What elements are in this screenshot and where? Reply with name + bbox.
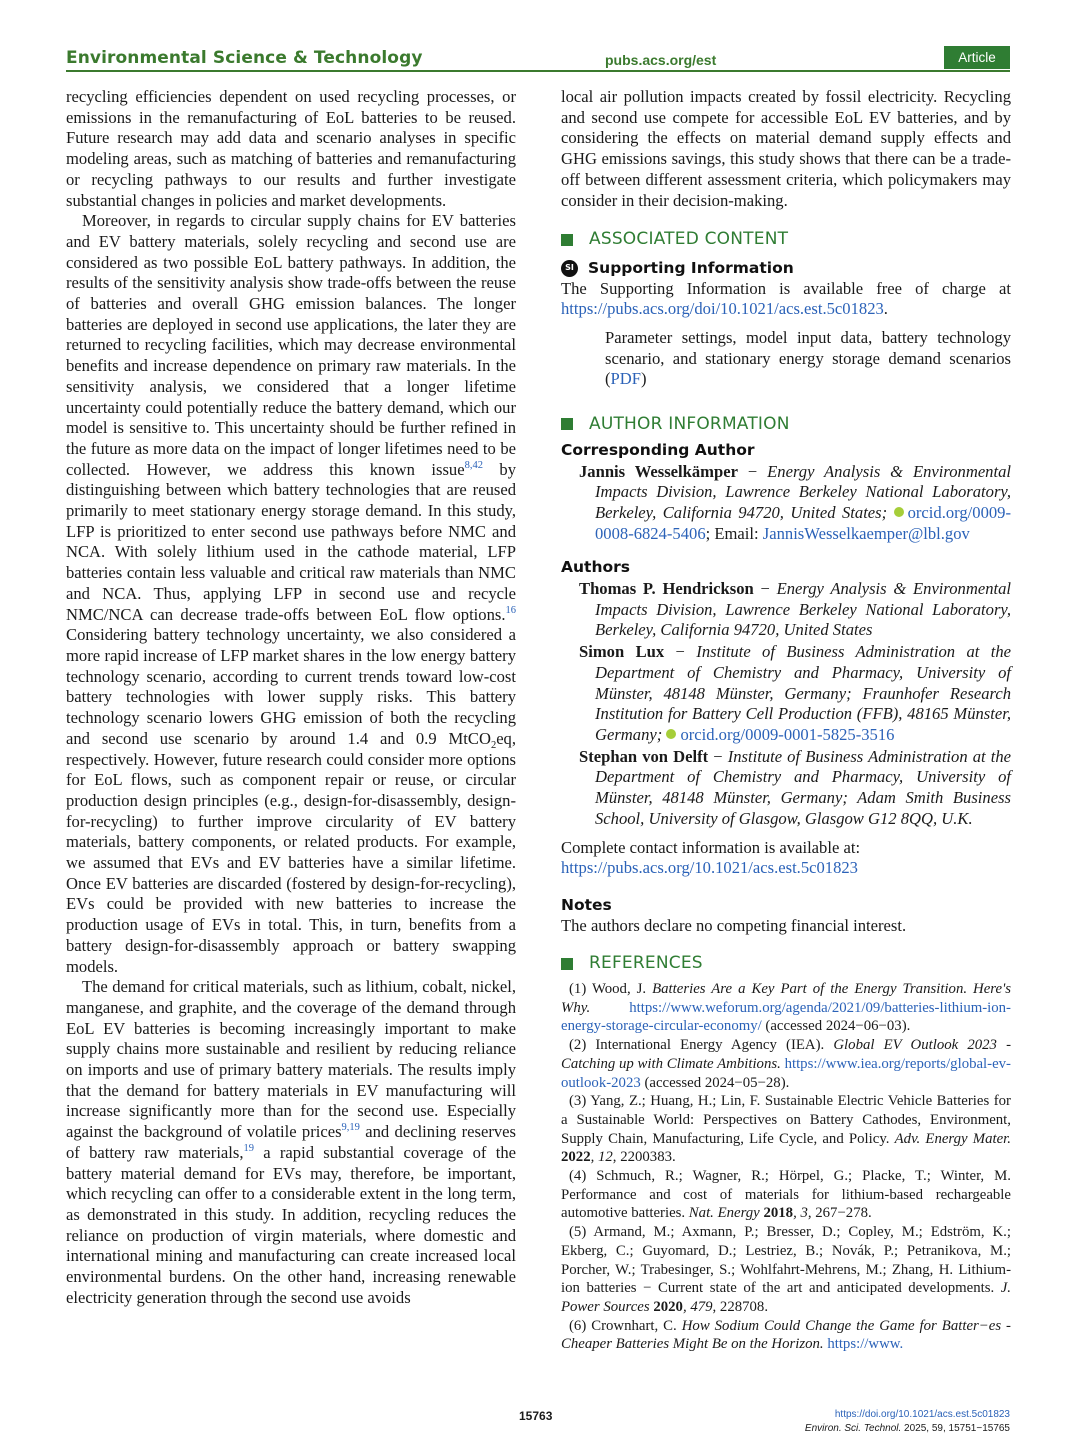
contact-info-text: Complete contact information is available at: <box>561 837 861 857</box>
ref-pages: , 228708. <box>712 1298 769 1315</box>
references-heading <box>561 953 1011 974</box>
authors-heading: Authors <box>561 558 630 577</box>
author-affiliation: Energy Analysis & Environmental Impacts Division, Lawrence Berkeley National Laboratory, Berkeley, California 94720, United States; <box>595 461 1011 522</box>
text-run: (accessed 2024−05−28). <box>640 1074 790 1091</box>
supporting-info-text <box>561 279 1011 320</box>
left-paragraph-3 <box>66 977 516 1308</box>
ref-journal: Nat. Energy <box>688 1205 760 1222</box>
orcid-link[interactable]: orcid.org/0009-0008-6824-5406 <box>595 502 1011 543</box>
ref-year: 2018 <box>759 1205 794 1222</box>
pdf-link[interactable]: PDF <box>610 369 641 389</box>
text-run: Parameter settings, model input data, battery technology scenario, and stationary energy storage demand scenarios ( <box>605 328 1011 389</box>
reference-item <box>561 1092 1011 1167</box>
reference-list <box>561 980 1011 1354</box>
text-run: eq, respectively. However, future research could consider more options for EoL flows, such as component repair or reuse, or circular production design principles (e.g., design-for-disassembly, design-for-recycling) to further improve circularity of EV battery materials, battery components, or related products. For example, we assumed that EVs and EV batteries have a similar lifetime. Once EV batteries are discarded (fostered by design-for-recycling), EVs could be provided with new batteries to increase the production usage of EVs in total. This, in turn, benefits from a battery design-for-disassembly approach or battery swapping models. <box>66 728 516 976</box>
citation-details: 2025, 59, 15751−15765 <box>901 1423 1010 1434</box>
author-1 <box>561 579 1011 641</box>
contact-info-link-line <box>561 858 1011 879</box>
citation-sup[interactable]: 8,42 <box>464 459 483 471</box>
page-header <box>66 46 1010 72</box>
text-run: and declining reserves of battery raw materials, <box>66 1122 516 1162</box>
reference-item <box>561 1167 1011 1223</box>
text-run: (3) Yang, Z.; Huang, H.; Lin, F. Sustainable Electric Vehicle Batteries for a Sustainable World: Perspectives on Battery Cathodes, Environment, Supply Chain, Manufacturing, Life Cycle, and Policy. <box>561 1093 1011 1147</box>
supporting-info-link[interactable]: https://pubs.acs.org/doi/10.1021/acs.est.5c01823 <box>561 299 884 319</box>
ref-year: 2020 <box>649 1298 683 1315</box>
text-run: − <box>664 642 697 662</box>
text-run: ) <box>640 369 647 389</box>
ref-journal: J. Power Sources <box>561 1280 1011 1315</box>
reference-item <box>561 1036 1011 1092</box>
orcid-icon <box>894 507 904 517</box>
ref-volume: , 3 <box>793 1205 808 1222</box>
section-title: ASSOCIATED CONTENT <box>589 229 789 250</box>
left-paragraph-2 <box>66 211 516 977</box>
author-name: Simon Lux <box>579 642 665 662</box>
journal-url[interactable]: pubs.acs.org/est <box>605 52 717 68</box>
ref-link[interactable]: https://www.iea.org/reports/global-ev-outlook-2023 <box>561 1055 1011 1091</box>
reference-item <box>561 980 1011 1036</box>
contact-info-link[interactable]: https://pubs.acs.org/10.1021/acs.est.5c01823 <box>561 858 858 878</box>
reference-item <box>561 1223 1011 1317</box>
text-run: (2) International Energy Agency (IEA). <box>569 1037 834 1054</box>
section-title: REFERENCES <box>589 953 703 974</box>
author-affiliation: Institute of Business Administration at the Department of Chemistry and Pharmacy, University of Münster, 48148 Münster, Germany; Adam Smith Business School, University of Glasgow, Glasgow G12 8QQ, U.K. <box>595 746 1012 828</box>
text-run: − <box>753 579 777 599</box>
journal-name: Environmental Science & Technology <box>66 48 423 68</box>
text-run: (4) Schmuch, R.; Wagner, R.; Hörpel, G.; Placke, T.; Winter, M. Performance and cost of materials for lithium-based rechargeable automotive batteries. <box>561 1168 1011 1222</box>
associated-content-heading <box>561 229 1011 250</box>
author-name: Jannis Wesselkämper <box>579 461 738 481</box>
section-title: AUTHOR INFORMATION <box>589 414 790 435</box>
author-affiliation: Institute of Business Administration at the Department of Chemistry and Pharmacy, University of Münster, 48148 Münster, Germany; Fraunhofer Research Institution for Battery Cell Production (FFB), 48165 Münster, Germany; <box>595 642 1012 744</box>
right-column <box>561 87 1011 1354</box>
text-run: The demand for critical materials, such as lithium, cobalt, nickel, manganese, and graphite, and the coverage of the demand through EoL EV batteries is becoming increasingly important to make supply chains more sustainable and resilient by reducing reliance on imports and use of primary battery materials. The results imply that the demand for battery materials in EV manufacturing will increase significantly more than for the second use. Especially against the background of volatile prices <box>66 977 516 1142</box>
author-information-heading <box>561 414 1011 435</box>
text-run: (1) Wood, J. <box>569 981 653 998</box>
ref-title: Batteries Are a Key Part of the Energy Transition. Here's Why. <box>561 981 1012 1016</box>
text-run: Moreover, in regards to circular supply chains for EV batteries and EV battery materials, solely recycling and second use are considered as two possible EoL battery pathways. In addition, the results of the sensitivity analysis show trade-offs between the reuse of batteries and overall GHG emission balances. The longer batteries are deployed in second use applications, the later they are returned to recycling facilities, which may decrease environmental benefits and increase dependence on primary raw materials. In the sensitivity analysis, we considered that a longer lifetime uncertainty could potentially reduce the battery demand, which our model is sensitive to. This uncertainty should be further refined in the future as more data on the impact of longer lifetimes need to be collected. However, we address this known issue <box>66 211 516 479</box>
subsection-title: Supporting Information <box>588 258 794 277</box>
text-run: a rapid substantial coverage of the battery material demand for EVs may, therefore, be important, which recycling can offer to a considerable extent in the long term, as demonstrated in this study. In addition, recycling reduces the reliance on production of virgin materials, where domestic and international mining and manufacturing can create increased local environmental burdens. On the other hand, increasing renewable electricity generation through the second use avoids <box>66 1142 516 1307</box>
author-2 <box>561 642 1011 746</box>
footer-doi-link[interactable]: https://doi.org/10.1021/acs.est.5c01823 <box>834 1409 1010 1420</box>
ref-pages: , 2200383. <box>612 1149 676 1166</box>
section-square-icon <box>561 958 573 970</box>
ref-volume: , 479 <box>682 1298 713 1315</box>
author-name: Stephan von Delft <box>579 746 709 766</box>
notes-text: The authors declare no competing financial interest. <box>561 915 907 935</box>
author-3 <box>561 747 1011 830</box>
section-square-icon <box>561 234 573 246</box>
citation-sup[interactable]: 16 <box>505 604 516 616</box>
left-column <box>66 87 516 1308</box>
corresponding-author-heading: Corresponding Author <box>561 440 755 459</box>
orcid-icon <box>666 729 676 739</box>
text-run: . <box>883 299 888 319</box>
text-run: Considering battery technology uncertainty, we also considered a more rapid increase of LFP market shares in the low energy battery technology scenario, according to current trends toward low-cost battery technologies with lower supply risks. This battery technology scenario lowers GHG emission of both the recycling and second use scenario by around 1.4 and 0.9 MtCO <box>66 625 516 748</box>
email-link[interactable]: JannisWesselkaemper@lbl.gov <box>762 523 970 543</box>
ref-title: Global EV Outlook 2023 - Catching up with Climate Ambitions. <box>561 1037 1011 1072</box>
article-badge: Article <box>944 46 1010 69</box>
text-run: by distinguishing between which battery technologies that are reused primarily to meet stationary energy storage demand. In this study, LFP is prioritized to enter second use pathways before NMC and NCA. With solely lithium used in the cathode material, LFP batteries contain less valuable and critical raw materials than NMC and NCA. Thus, applying LFP in second use and recycle NMC/NCA can decrease trade-offs between EoL flow options. <box>66 459 516 624</box>
right-paragraph-1: local air pollution impacts created by fossil electricity. Recycling and second use compete for accessible EoL EV batteries, and by considering the effects on material demand supply effects and GHG emissions savings, this study shows that there can be a trade-off between different assessment criteria, which policymakers may consider in their decision-making. <box>561 87 1011 210</box>
supporting-info-description <box>605 328 1011 390</box>
section-square-icon <box>561 418 573 430</box>
text-run: (6) Crownhart, C. <box>569 1317 682 1334</box>
corresponding-author <box>561 462 1011 545</box>
author-name: Thomas P. Hendrickson <box>579 579 754 599</box>
page-number: 15763 <box>519 1409 553 1423</box>
author-affiliation: Energy Analysis & Environmental Impacts Division, Lawrence Berkeley National Laboratory, Berkeley, California 94720, United States <box>595 579 1012 640</box>
ref-volume: , 12 <box>590 1149 613 1166</box>
left-paragraph-1: recycling efficiencies dependent on used recycling processes, or emissions in the remanufacturing of EoL batteries to be reused. Future research may add data and scenario analyses in specific modeling areas, such as matching of batteries and remanufacturing or recycling pathways to our results and further investigate substantial changes in policies and market developments. <box>66 87 516 210</box>
header-rule <box>66 70 1010 72</box>
citation-journal: Environ. Sci. Technol. <box>804 1423 902 1434</box>
notes-heading: Notes <box>561 895 612 914</box>
text-run: ; Email: <box>705 523 763 543</box>
reference-item <box>561 1317 1011 1354</box>
ref-title: How Sodium Could Change the Game for Batter−es - Cheaper Batteries Might Be on the Horizon. <box>561 1317 1011 1353</box>
ref-link[interactable]: https://www.weforum.org/agenda/2021/09/batteries-lithium-ion-energy-storage-circular-economy/ <box>561 999 1011 1035</box>
ref-pages: , 267−278. <box>807 1205 872 1222</box>
ref-link[interactable]: https://www. <box>827 1336 904 1353</box>
ref-journal: Adv. Energy Mater. <box>894 1130 1012 1147</box>
text-run: − <box>708 746 728 766</box>
supporting-info-heading <box>561 258 1011 279</box>
citation-sup[interactable]: 19 <box>243 1142 255 1154</box>
ref-year: 2022 <box>561 1149 591 1166</box>
orcid-link[interactable]: orcid.org/0009-0001-5825-3516 <box>680 724 895 744</box>
citation-sup[interactable]: 9,19 <box>341 1122 360 1134</box>
text-run: The Supporting Information is available free of charge at <box>561 278 1011 298</box>
text-run <box>590 1000 629 1016</box>
subscript: 2 <box>490 739 497 751</box>
footer-citation <box>805 1423 1010 1434</box>
supporting-info-icon: SI <box>561 260 578 277</box>
text-run: − <box>737 461 768 481</box>
text-run: (5) Armand, M.; Axmann, P.; Bresser, D.; Copley, M.; Edström, K.; Ekberg, C.; Guyomard, D.; Lestriez, B.; Novák, P.; Petranikova, M.; Porcher, W.; Trabesinger, S.; Wohlfahrt-Mehrens, M.; Zhang, H. Lithium-ion batteries − Current state of the art and anticipated developments. <box>561 1224 1011 1297</box>
text-run: (accessed 2024−06−03). <box>761 1018 911 1035</box>
